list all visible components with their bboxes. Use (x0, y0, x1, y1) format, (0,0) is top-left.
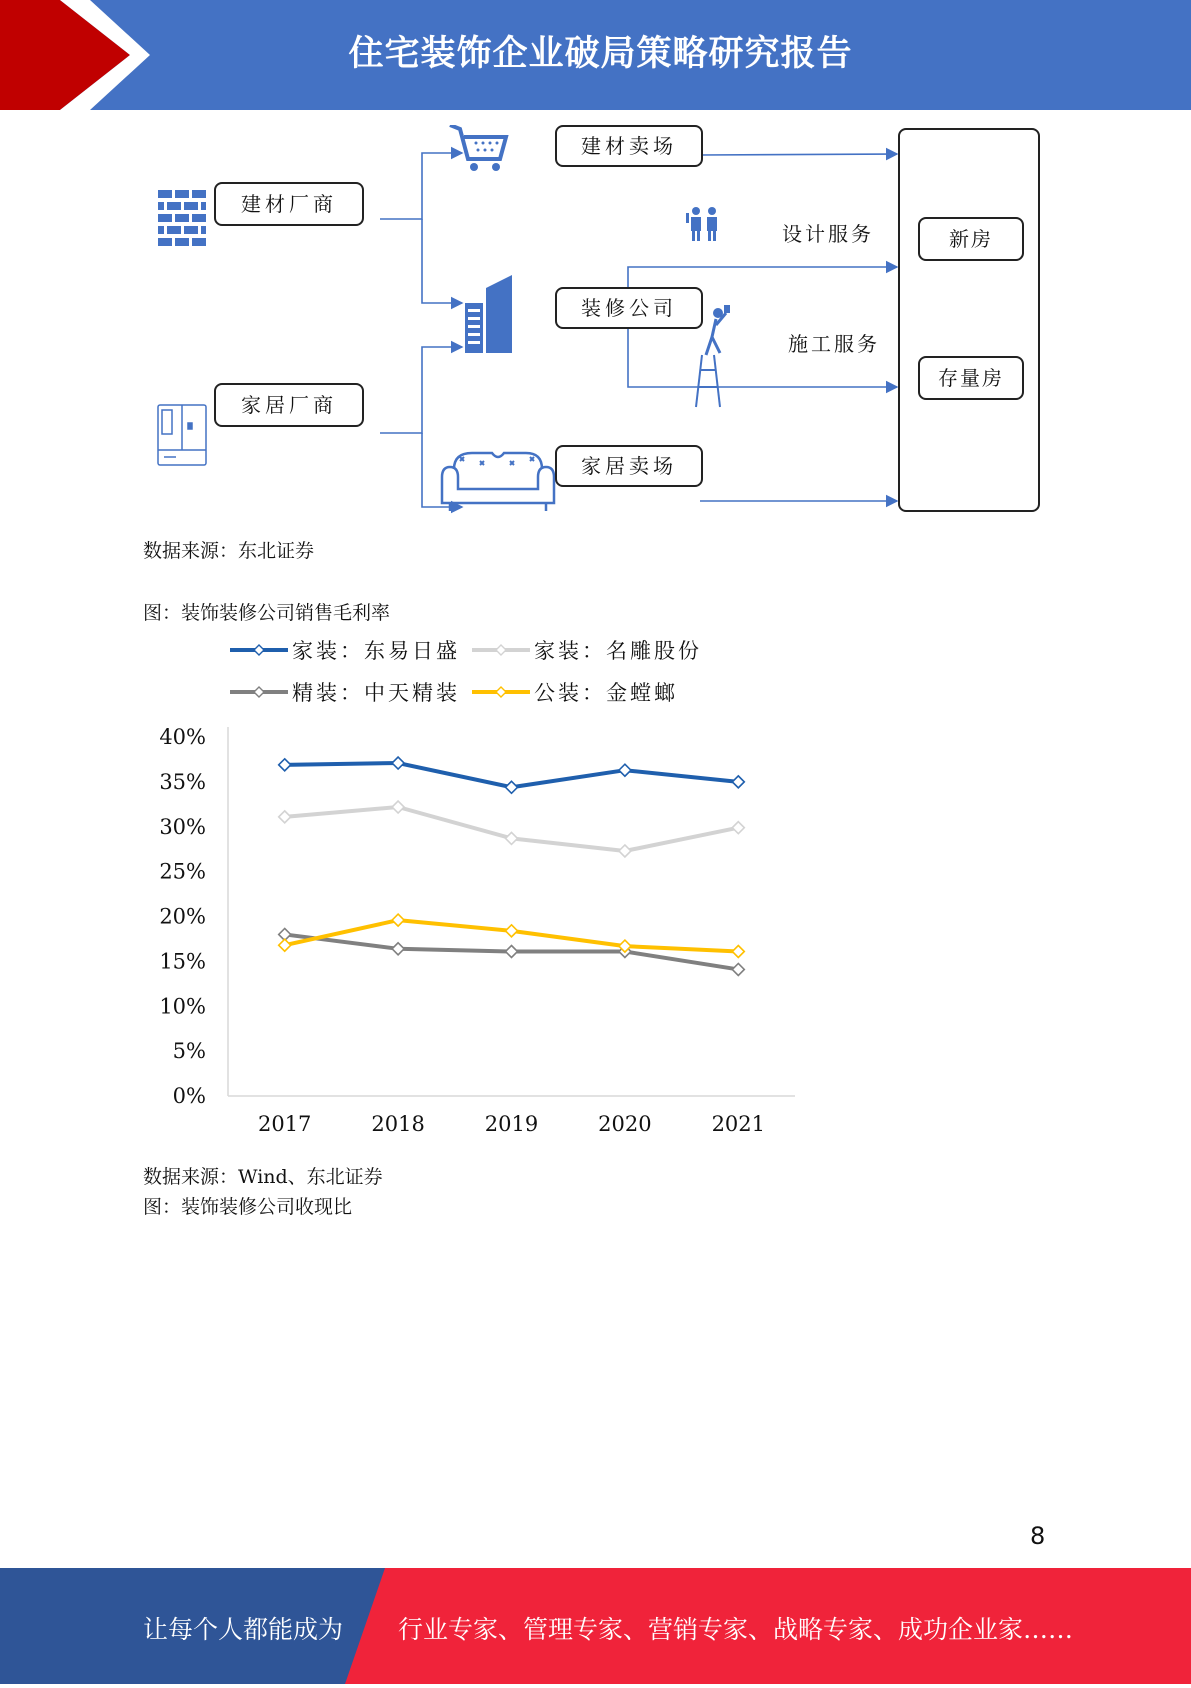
x-tick-label: 2019 (484, 1112, 539, 1136)
data-point (732, 946, 744, 958)
legend-marker-2 (254, 687, 264, 697)
box-building-materials-maker: 建材厂商 (214, 182, 364, 226)
page-number: 8 (1030, 1522, 1046, 1550)
y-tick-label: 0% (172, 1084, 206, 1108)
y-tick-label: 20% (159, 904, 206, 929)
legend-marker-0 (254, 645, 264, 655)
data-point (732, 776, 744, 788)
x-tick-label: 2018 (371, 1112, 425, 1136)
data-point (279, 939, 291, 951)
brick-wall-icon (158, 190, 206, 246)
header-band (0, 0, 1191, 110)
office-building-icon (465, 275, 512, 353)
data-point (732, 963, 744, 975)
box-home-furnishing-market: 家居卖场 (555, 445, 703, 487)
data-point (619, 764, 631, 776)
y-tick-label: 25% (159, 859, 206, 884)
box-housing-target (898, 128, 1040, 512)
label-design-service: 设计服务 (782, 222, 874, 246)
y-tick-label: 30% (159, 814, 206, 839)
footer-slogan-left: 让每个人都能成为 (143, 1615, 344, 1644)
box-renovation-company: 装修公司 (555, 287, 703, 329)
data-point (506, 781, 518, 793)
footer-slogan-right: 行业专家、管理专家、营销专家、战略专家、成功企业家…… (398, 1615, 1074, 1644)
legend-label-1: 家装：名雕股份 (534, 639, 702, 663)
data-point (732, 822, 744, 834)
y-tick-label: 5% (172, 1039, 206, 1064)
figure-caption-1: 图：装饰装修公司销售毛利率 (143, 602, 391, 624)
wardrobe-icon (158, 405, 206, 465)
source-caption-2: 数据来源：Wind、东北证券 (143, 1166, 383, 1188)
designers-icon (686, 207, 717, 241)
data-point (619, 845, 631, 857)
report-title: 住宅装饰企业破局策略研究报告 (348, 34, 853, 74)
x-tick-label: 2017 (257, 1112, 312, 1136)
data-point (506, 925, 518, 937)
x-tick-label: 2021 (711, 1112, 766, 1136)
box-new-house: 新房 (918, 217, 1024, 261)
box-home-furnishing-maker: 家居厂商 (214, 383, 364, 427)
data-point (392, 943, 404, 955)
data-point (392, 757, 404, 769)
box-building-materials-market: 建材卖场 (555, 125, 703, 167)
gross-margin-chart (140, 630, 820, 1150)
data-point (506, 946, 518, 958)
y-tick-label: 35% (159, 769, 206, 794)
y-tick-label: 40% (159, 725, 206, 749)
x-tick-label: 2020 (598, 1112, 652, 1136)
y-tick-label: 10% (159, 994, 206, 1019)
legend-label-3: 公装：金螳螂 (534, 681, 678, 705)
box-existing-house: 存量房 (918, 356, 1024, 400)
data-point (392, 914, 404, 926)
data-point (279, 759, 291, 771)
shopping-cart-icon (450, 125, 506, 171)
legend-marker-3 (496, 687, 506, 697)
y-tick-label: 15% (159, 949, 206, 974)
data-point (279, 811, 291, 823)
data-point (392, 801, 404, 813)
data-point (506, 832, 518, 844)
source-caption-1: 数据来源：东北证券 (143, 540, 315, 562)
flow-diagram (140, 125, 1060, 525)
legend-label-0: 家装：东易日盛 (292, 639, 460, 663)
label-construction-service: 施工服务 (788, 332, 880, 356)
chart-canvas (140, 630, 820, 1150)
sofa-icon (442, 453, 554, 511)
legend-label-2: 精装：中天精装 (292, 681, 460, 705)
figure-caption-2: 图：装饰装修公司收现比 (143, 1196, 353, 1218)
legend-marker-1 (496, 645, 506, 655)
